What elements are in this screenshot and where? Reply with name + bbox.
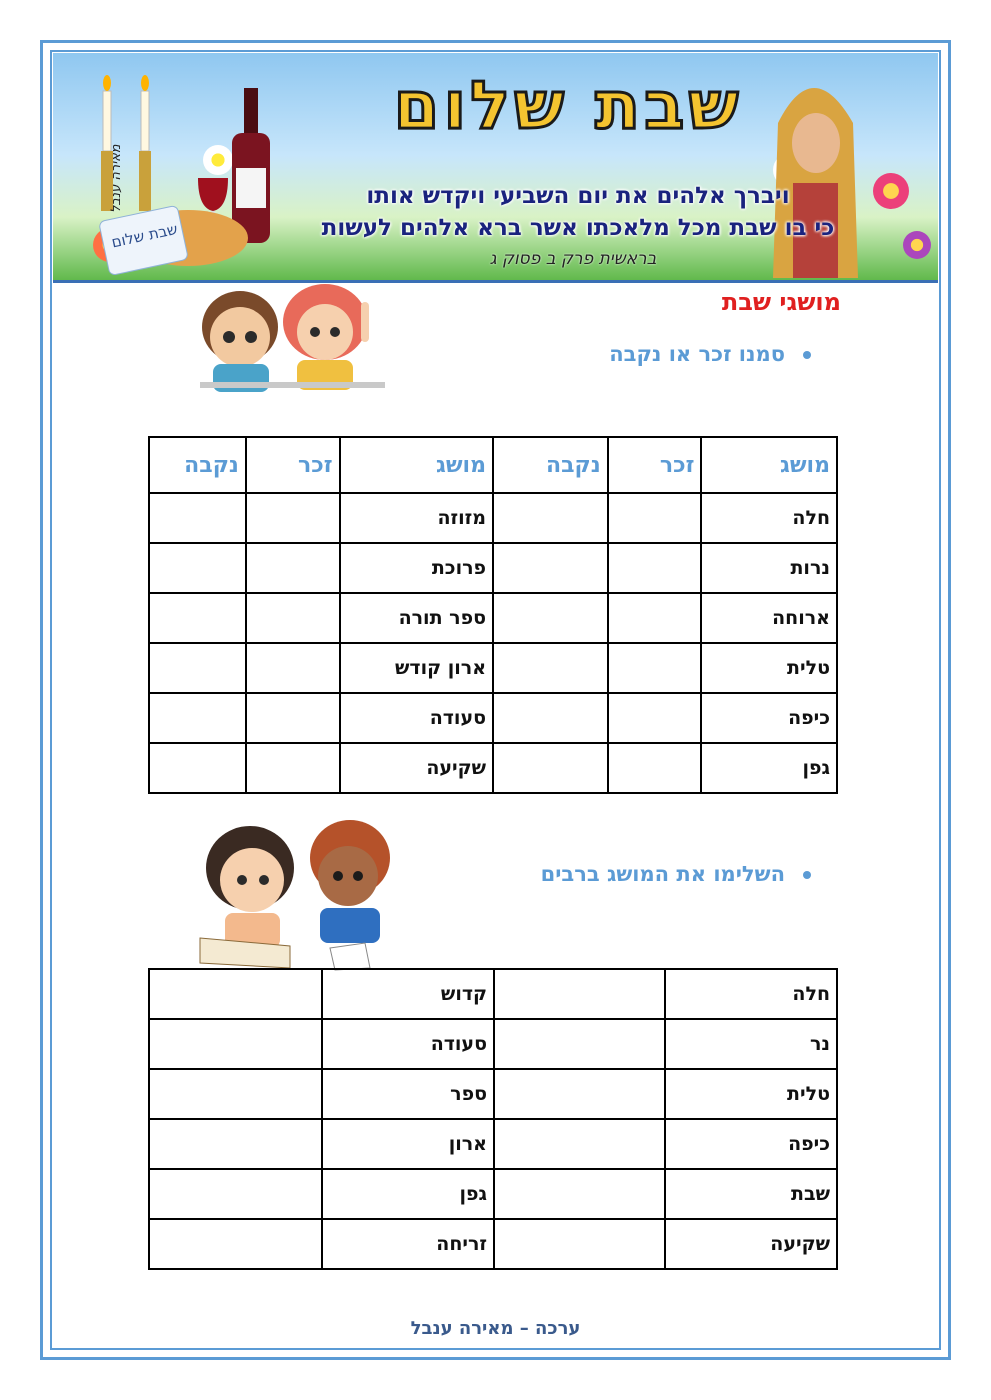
table-row [149,1019,837,1069]
male-answer-cell[interactable] [608,693,702,743]
plural-answer-cell[interactable] [494,1119,665,1169]
female-answer-cell[interactable] [493,493,608,543]
female-answer-cell[interactable] [149,493,246,543]
plural-answer-cell[interactable] [494,1219,665,1269]
kids-illustration-top [185,282,395,394]
male-answer-cell[interactable] [246,543,340,593]
plural-answer-cell[interactable] [149,1169,322,1219]
table-row [149,693,837,743]
singular-cell: ספר [322,1069,494,1119]
concept-cell: ארוחה [701,593,837,643]
shabbat-banner [53,53,938,281]
female-answer-cell[interactable] [493,693,608,743]
instruction-gender [609,342,811,366]
instruction-gender-text: סמנו זכר או נקבה [609,342,785,366]
page-heading: מושגי שבת [721,288,841,316]
male-answer-cell[interactable] [608,543,702,593]
plural-answer-cell[interactable] [149,1219,322,1269]
singular-cell: גפן [322,1169,494,1219]
plural-answer-cell[interactable] [149,1069,322,1119]
banner-title: שבת שלום [393,67,743,144]
plural-answer-cell[interactable] [494,969,665,1019]
header-male: זכר [608,437,702,493]
male-answer-cell[interactable] [608,643,702,693]
table-row [149,1169,837,1219]
male-answer-cell[interactable] [246,593,340,643]
concept-cell: חלה [701,493,837,543]
concept-cell: מזוזה [340,493,493,543]
female-answer-cell[interactable] [149,743,246,793]
female-answer-cell[interactable] [493,643,608,693]
table-row [149,743,837,793]
concept-cell: כיפה [701,693,837,743]
concept-cell: פרוכת [340,543,493,593]
singular-cell: קדוש [322,969,494,1019]
table-row [149,1069,837,1119]
singular-cell: חלה [665,969,837,1019]
table-row [149,643,837,693]
table-row [149,593,837,643]
male-answer-cell[interactable] [246,493,340,543]
male-answer-cell[interactable] [608,743,702,793]
plural-answer-cell[interactable] [494,1069,665,1119]
female-answer-cell[interactable] [493,543,608,593]
table-header-row [149,437,837,493]
table-row [149,493,837,543]
singular-cell: שקיעה [665,1219,837,1269]
plural-answer-cell[interactable] [494,1169,665,1219]
table-row [149,543,837,593]
plural-answer-cell[interactable] [149,969,322,1019]
singular-cell: שבת [665,1169,837,1219]
header-concept: מושג [340,437,493,493]
table-row [149,1219,837,1269]
plural-answer-cell[interactable] [149,1119,322,1169]
table-row [149,969,837,1019]
plural-answer-cell[interactable] [494,1019,665,1069]
bullet-icon [803,871,811,879]
male-answer-cell[interactable] [246,743,340,793]
banner-side-credit: מאירה ענבל [109,144,124,213]
kids-illustration-bottom [180,818,420,978]
singular-cell: טלית [665,1069,837,1119]
gender-table [148,436,838,794]
instruction-plural-text: השלימו את המושג ברבים [540,862,785,886]
female-answer-cell[interactable] [493,743,608,793]
female-answer-cell[interactable] [149,543,246,593]
concept-cell: ספר תורה [340,593,493,643]
female-answer-cell[interactable] [493,593,608,643]
female-answer-cell[interactable] [149,593,246,643]
header-male: זכר [246,437,340,493]
footer-credit: ערכה – מאירה ענבל [410,1318,581,1339]
plural-table [148,968,838,1270]
male-answer-cell[interactable] [246,693,340,743]
female-answer-cell[interactable] [149,643,246,693]
singular-cell: ארון [322,1119,494,1169]
header-female: נקבה [493,437,608,493]
instruction-plural [541,862,811,886]
table-row [149,1119,837,1169]
book-label: שבת שלום [109,219,180,252]
concept-cell: טלית [701,643,837,693]
concept-cell: גפן [701,743,837,793]
verse-source: בראשית פרק ב פסוק ג [489,249,657,269]
singular-cell: נר [665,1019,837,1069]
concept-cell: סעודה [340,693,493,743]
concept-cell: ארון קודש [340,643,493,693]
concept-cell: נרות [701,543,837,593]
verse-line-1: ויברך אלהים את יום השביעי ויקדש אותו [366,183,790,209]
singular-cell: כיפה [665,1119,837,1169]
plural-answer-cell[interactable] [149,1019,322,1069]
singular-cell: סעודה [322,1019,494,1069]
male-answer-cell[interactable] [608,593,702,643]
singular-cell: זריחה [322,1219,494,1269]
concept-cell: שקיעה [340,743,493,793]
female-answer-cell[interactable] [149,693,246,743]
header-concept: מושג [701,437,837,493]
verse-line-2: כי בו שבת מכל מלאכתו אשר ברא אלהים לעשות [321,215,835,241]
male-answer-cell[interactable] [608,493,702,543]
header-female: נקבה [149,437,246,493]
male-answer-cell[interactable] [246,643,340,693]
bullet-icon [803,351,811,359]
